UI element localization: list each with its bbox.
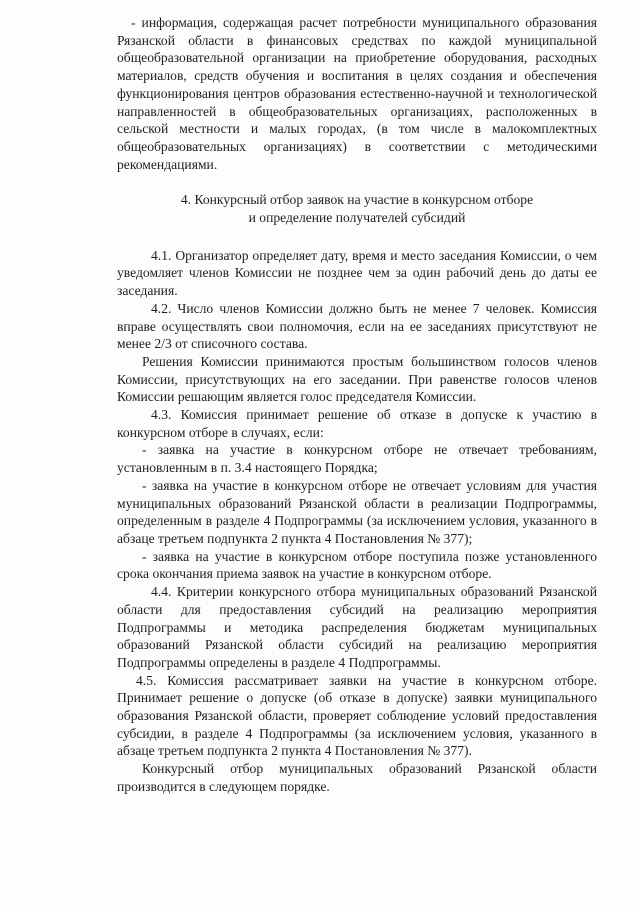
- paragraph-4-5: 4.5. Комиссия рассматривает заявки на участие в конкурсном отборе. Принимает решение о допуске (об отказе в допуске) заявки муниципального образования Рязанской области, проверяет соблюдение условий предоставления субсидии, в разделе 4 Подпрограммы (за исключением условия, указанного в абзаце третьем подпункта 2 пункта 4 Постановления № 377).: [117, 672, 597, 759]
- document-body: [117, 14, 597, 796]
- paragraph-4-2: 4.2. Число членов Комиссии должно быть не менее 7 человек. Комиссия вправе осуществлять свои полномочия, если на ее заседаниях присутствуют не менее 2/3 от списочного состава.: [117, 300, 597, 352]
- paragraph-4-1: 4.1. Организатор определяет дату, время и место заседания Комиссии, о чем уведомляет членов Комиссии не позднее чем за один рабочий день до даты ее заседания.: [117, 247, 597, 299]
- section-heading-line2: и определение получателей субсидий: [248, 210, 466, 226]
- paragraph-4-4: 4.4. Критерии конкурсного отбора муниципальных образований Рязанской области для предоставления субсидий на реализацию мероприятия Подпрограммы и методика распределения бюджетам муниципальных образований Рязанской области субсидий на реализацию мероприятия Подпрограммы определены в разделе 4 Подпрограммы.: [117, 584, 597, 670]
- paragraph-decisions: Решения Комиссии принимаются простым большинством голосов членов Комиссии, присутствующих на его заседании. При равенстве голосов членов Комиссии решающим является голос председателя Комиссии.: [117, 353, 597, 405]
- section-heading-line1: 4. Конкурсный отбор заявок на участие в конкурсном отборе: [180, 192, 534, 208]
- paragraph-closing: Конкурсный отбор муниципальных образований Рязанской области производится в следующем порядке.: [117, 761, 597, 794]
- section-heading: [117, 191, 597, 226]
- paragraph-case-2: - заявка на участие в конкурсном отборе не отвечает условиям для участия муниципальных образований Рязанской области в реализации Подпрограммы, определенным в разделе 4 Подпрограммы (за исключением условия, указанного в абзаце третьем подпункта 2 пункта 4 Постановления № 377);: [117, 477, 597, 546]
- paragraph-4-3: 4.3. Комиссия принимает решение об отказе в допуске к участию в конкурсном отборе в случаях, если:: [117, 407, 597, 440]
- paragraph-case-3: - заявка на участие в конкурсном отборе поступила позже установленного срока окончания приема заявок на участие в конкурсном отборе.: [117, 548, 597, 582]
- paragraph-case-1: - заявка на участие в конкурсном отборе не отвечает требованиям, установленным в п. 3.4 настоящего Порядка;: [117, 442, 597, 476]
- intro-paragraph: - информация, содержащая расчет потребности муниципального образования Рязанской области в финансовых средствах по каждой муниципальной общеобразовательной организации на приобретение оборудования, расходных материалов, средств обучения и воспитания в целях создания и обеспечения функционирования центров образования естественно-научной и технологической направленностей в общеобразовательных организациях, расположенных в сельской местности и малых городах, (в том числе в малокомплектных общеобразовательных организациях) в соответствии с методическими рекомендациями.: [117, 15, 597, 172]
